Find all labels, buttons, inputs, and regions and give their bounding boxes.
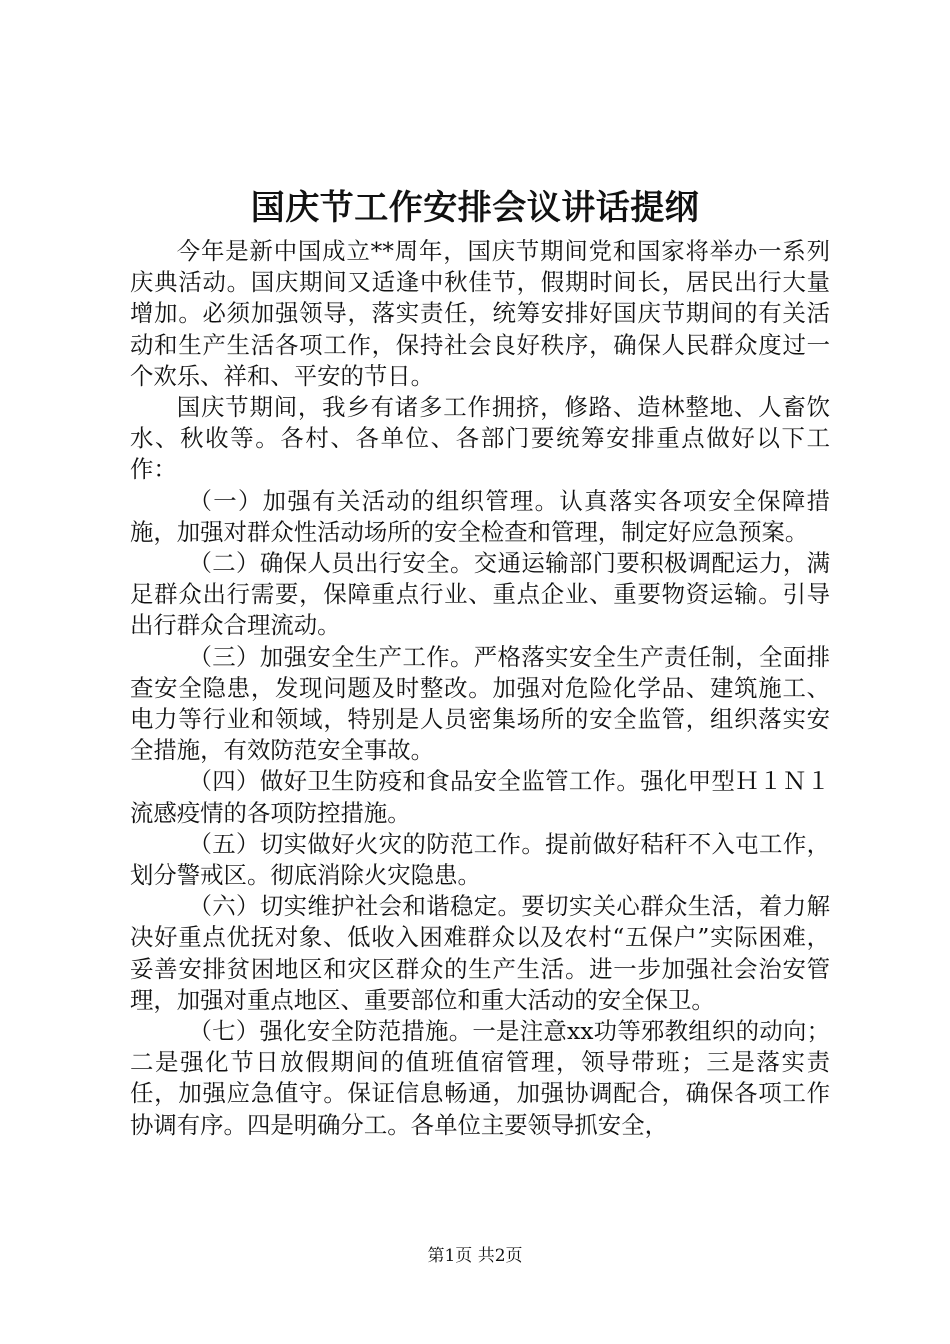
paragraph-item-5: （五）切实做好火灾的防范工作。提前做好秸秆不入屯工作，划分警戒区。彻底消除火灾隐患。 — [130, 829, 830, 890]
paragraph-item-6: （六）切实维护社会和谐稳定。要切实关心群众生活，着力解决好重点优抚对象、低收入困难群众以及农村“五保户”实际困难，妥善安排贫困地区和灾区群众的生产生活。进一步加强社会治安管理，加强对重点地区、重要部位和重大活动的安全保卫。 — [130, 892, 830, 1014]
paragraph-item-4: （四）做好卫生防疫和食品安全监管工作。强化甲型Ｈ１Ｎ１流感疫情的各项防控措施。 — [130, 767, 830, 827]
document-body — [130, 236, 830, 1141]
paragraph-item-1: （一）加强有关活动的组织管理。认真落实各项安全保障措施，加强对群众性活动场所的安全检查和管理，制定好应急预案。 — [130, 486, 830, 546]
paragraph-item-7: （七）强化安全防范措施。一是注意xx功等邪教组织的动向；二是强化节日放假期间的值班值宿管理，领导带班；三是落实责任，加强应急值守。保证信息畅通，加强协调配合，确保各项工作协调有序。四是明确分工。各单位主要领导抓安全， — [130, 1017, 830, 1139]
paragraph-item-2: （二）确保人员出行安全。交通运输部门要积极调配运力，满足群众出行需要，保障重点行业、重点企业、重要物资运输。引导出行群众合理流动。 — [130, 549, 830, 640]
paragraph-overview: 国庆节期间，我乡有诸多工作拥挤，修路、造林整地、人畜饮水、秋收等。各村、各单位、各部门要统筹安排重点做好以下工作： — [130, 393, 830, 484]
paragraph-item-3: （三）加强安全生产工作。严格落实安全生产责任制，全面排查安全隐患，发现问题及时整改。加强对危险化学品、建筑施工、电力等行业和领域，特别是人员密集场所的安全监管，组织落实安全措施，有效防范安全事故。 — [130, 642, 830, 765]
paragraph-intro: 今年是新中国成立**周年，国庆节期间党和国家将举办一系列庆典活动。国庆期间又适逢中秋佳节，假期时间长，居民出行大量增加。必须加强领导，落实责任，统筹安排好国庆节期间的有关活动和生产生活各项工作，保持社会良好秩序，确保人民群众度过一个欢乐、祥和、平安的节日。 — [130, 237, 830, 390]
document-title: 国庆节工作安排会议讲话提纲 — [250, 188, 700, 228]
page-footer: 第1页 共2页 — [427, 1246, 523, 1266]
